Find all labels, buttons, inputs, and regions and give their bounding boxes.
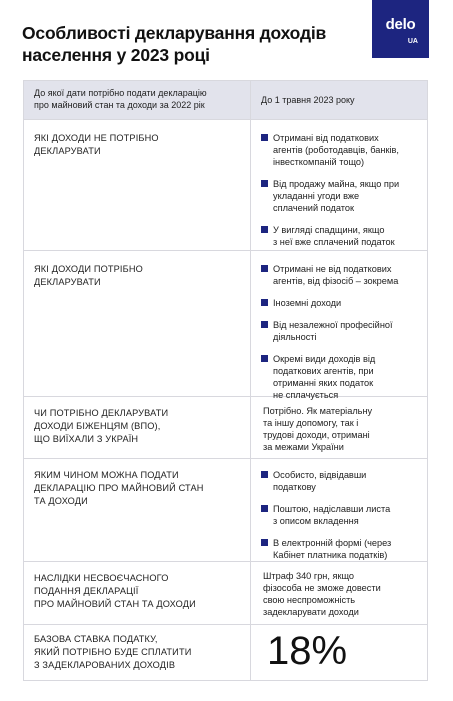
list-item-line: укладанні угоди вже (273, 191, 360, 201)
list-item (261, 132, 417, 168)
row-question-line: НАСЛІДКИ НЕСВОЄЧАСНОГО (34, 573, 169, 583)
list-item (261, 224, 417, 248)
list-item-line: з описом вкладення (273, 516, 359, 526)
table-row (24, 396, 427, 458)
row-answer (251, 562, 427, 624)
bullet-square-icon (261, 226, 268, 233)
bullet-square-icon (261, 471, 268, 478)
page-title-line-2: населення у 2023 році (22, 45, 210, 65)
list-item (261, 297, 417, 309)
list-item (261, 469, 417, 493)
list-item-line: отриманні яких податок (273, 378, 374, 388)
row-question (24, 562, 251, 624)
list-item-line: не сплачується (273, 390, 339, 400)
answer-line: задекларувати доходи (263, 607, 359, 617)
answer-line: за межами України (263, 442, 344, 452)
list-item (261, 503, 417, 527)
list-item-line: інвесткомпаній тощо) (273, 157, 365, 167)
list-item-line: з неї вже сплачений податок (273, 237, 395, 247)
row-question (24, 625, 251, 680)
list-item (261, 353, 417, 401)
list-item-line: агентів, від фізосіб – зокрема (273, 276, 399, 286)
list-item-line: В електронній формі (через (273, 538, 392, 548)
row-question-line: ПРО МАЙНОВИЙ СТАН ТА ДОХОДИ (34, 599, 196, 609)
logo-main-text: delo (385, 16, 416, 33)
list-item-line: Особисто, відвідавши (273, 470, 367, 480)
list-item (261, 263, 417, 287)
list-item-line: Отримані від податкових (273, 133, 379, 143)
declaration-table (23, 80, 428, 681)
answer-line: Штраф 340 грн, якщо (263, 571, 355, 581)
bullet-square-icon (261, 321, 268, 328)
page-title (22, 22, 342, 66)
row-question-line: ЯКИЙ ПОТРІБНО БУДЕ СПЛАТИТИ (34, 647, 192, 657)
list-item-line: Отримані не від податкових (273, 264, 392, 274)
row-question-line: ДЕКЛАРАЦІЮ ПРО МАЙНОВИЙ СТАН (34, 483, 204, 493)
list-item-line: податкових агентів, при (273, 366, 374, 376)
list-item-line: У вигляді спадщини, якщо (273, 225, 385, 235)
answer-line: свою неспроможність (263, 595, 356, 605)
row-question-line: ДЕКЛАРУВАТИ (34, 277, 101, 287)
bullet-square-icon (261, 505, 268, 512)
answer-line: та іншу допомогу, так і (263, 418, 359, 428)
header-question-line: До якої дати потрібно подати декларацію (34, 88, 207, 98)
row-answer (251, 251, 427, 400)
header-question (24, 81, 251, 119)
row-question-line: ЯКИМ ЧИНОМ МОЖНА ПОДАТИ (34, 470, 179, 480)
answer-line: фізособа не зможе довести (263, 583, 381, 593)
row-answer (251, 120, 427, 250)
table-row (24, 624, 427, 680)
list-item-line: діяльності (273, 332, 317, 342)
table-row (24, 119, 427, 250)
list-item-line: Кабінет платника податків) (273, 550, 388, 560)
row-question-line: ЯКІ ДОХОДИ НЕ ПОТРІБНО (34, 133, 159, 143)
bullet-square-icon (261, 134, 268, 141)
bullet-square-icon (261, 265, 268, 272)
bullet-square-icon (261, 355, 268, 362)
list-item-line: Від незалежної професійної (273, 320, 393, 330)
row-question-line: ПОДАННЯ ДЕКЛАРАЦІЇ (34, 586, 139, 596)
row-answer (251, 459, 427, 561)
row-question (24, 459, 251, 561)
row-question (24, 120, 251, 250)
list-item-line: агентів (роботодавців, банків, (273, 145, 399, 155)
answer-line: трудові доходи, отримані (263, 430, 370, 440)
list-item-line: податкову (273, 482, 316, 492)
list-item-line: Поштою, надіславши листа (273, 504, 391, 514)
list-item-line: Від продажу майна, якщо при (273, 179, 400, 189)
row-question (24, 251, 251, 396)
row-question-line: ДОХОДИ БІЖЕНЦЯМ (ВПО), (34, 421, 161, 431)
list-item-line: Іноземні доходи (273, 298, 342, 308)
tax-rate-value: 18% (267, 629, 348, 673)
list-item (261, 537, 417, 561)
row-question-line: БАЗОВА СТАВКА ПОДАТКУ, (34, 634, 158, 644)
list-item (261, 319, 417, 343)
table-row (24, 561, 427, 624)
row-question-line: ЧИ ПОТРІБНО ДЕКЛАРУВАТИ (34, 408, 169, 418)
bullet-square-icon (261, 539, 268, 546)
table-row (24, 458, 427, 561)
header-question-line: про майновий стан та доходи за 2022 рік (34, 100, 205, 110)
header-deadline: До 1 травня 2023 року (261, 95, 355, 105)
table-header-row (24, 81, 427, 119)
row-answer (251, 397, 427, 458)
row-question-line: ДЕКЛАРУВАТИ (34, 146, 101, 156)
logo-sub-text: UA (407, 38, 418, 45)
row-question (24, 397, 251, 458)
list-item-line: сплачений податок (273, 203, 355, 213)
table-row (24, 250, 427, 400)
page-title-line-1: Особливості декларування доходів (22, 23, 327, 43)
list-item (261, 178, 417, 214)
row-question-line: ЯКІ ДОХОДИ ПОТРІБНО (34, 264, 143, 274)
bullet-square-icon (261, 299, 268, 306)
bullet-square-icon (261, 180, 268, 187)
row-question-line: З ЗАДЕКЛАРОВАНИХ ДОХОДІВ (34, 660, 176, 670)
delo-logo[interactable] (372, 0, 429, 58)
answer-line: Потрібно. Як матеріальну (263, 406, 373, 416)
row-question-line: ЩО ВИЇХАЛИ З УКРАЇН (34, 434, 139, 444)
list-item-line: Окремі види доходів від (273, 354, 376, 364)
row-question-line: ТА ДОХОДИ (34, 496, 88, 506)
